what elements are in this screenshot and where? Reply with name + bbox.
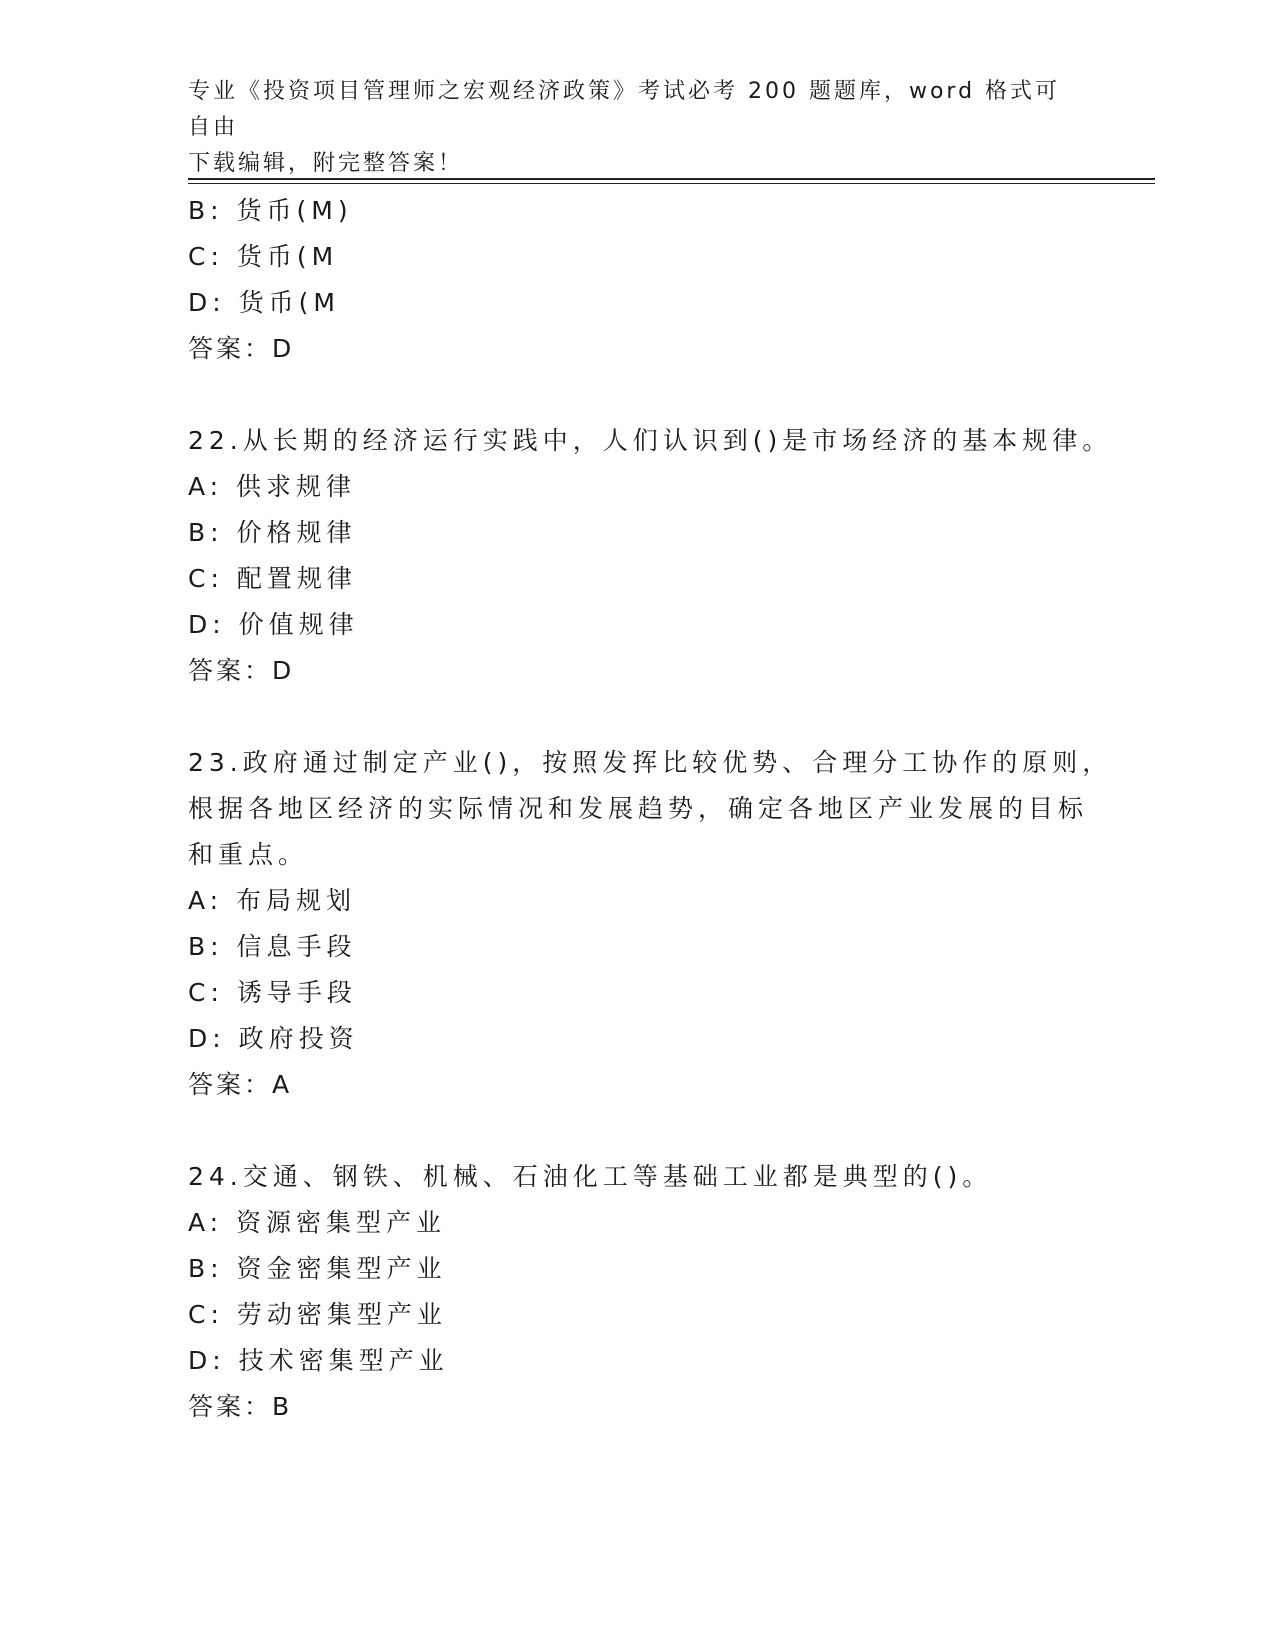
option-a: A: 布局规划 bbox=[188, 886, 357, 915]
option-b: B: 货币(M) bbox=[188, 196, 353, 225]
option-d: D: 价值规律 bbox=[188, 610, 359, 639]
spacer bbox=[188, 694, 1088, 740]
question-text-line-1: 23.政府通过制定产业()，按照发挥比较优势、合理分工协作的原则， bbox=[188, 748, 1113, 777]
option-d: D: 政府投资 bbox=[188, 1024, 359, 1053]
question-text: 22.从长期的经济运行实践中，人们认识到()是市场经济的基本规律。 bbox=[188, 426, 1113, 455]
question-list bbox=[188, 188, 1113, 1430]
option-b: B: 信息手段 bbox=[188, 932, 357, 961]
answer: 答案：D bbox=[188, 656, 295, 685]
header-line-1: 专业《投资项目管理师之宏观经济政策》考试必考 200 题题库，word 格式可自由 bbox=[188, 79, 1061, 140]
question-23 bbox=[188, 740, 1113, 1108]
question-21 bbox=[188, 188, 1088, 372]
option-a: A: 资源密集型产业 bbox=[188, 1208, 447, 1237]
spacer bbox=[188, 372, 1088, 418]
question-24 bbox=[188, 1154, 1088, 1430]
question-22 bbox=[188, 418, 1113, 694]
option-b: B: 价格规律 bbox=[188, 518, 357, 547]
header-divider-thin bbox=[188, 183, 1155, 184]
answer: 答案：B bbox=[188, 1392, 293, 1421]
answer: 答案：A bbox=[188, 1070, 293, 1099]
option-c: C: 货币(M bbox=[188, 242, 339, 271]
header-divider-thick bbox=[188, 178, 1155, 180]
document-header bbox=[188, 74, 1078, 182]
header-line-2: 下载编辑，附完整答案！ bbox=[188, 151, 464, 176]
option-c: C: 劳动密集型产业 bbox=[188, 1300, 447, 1329]
option-b: B: 资金密集型产业 bbox=[188, 1254, 447, 1283]
option-d: D: 货币(M bbox=[188, 288, 340, 317]
question-text: 24.交通、钢铁、机械、石油化工等基础工业都是典型的()。 bbox=[188, 1162, 993, 1191]
spacer bbox=[188, 1108, 1088, 1154]
option-c: C: 诱导手段 bbox=[188, 978, 357, 1007]
answer: 答案：D bbox=[188, 334, 295, 363]
question-text-line-3: 和重点。 bbox=[188, 840, 309, 869]
question-text-line-2: 根据各地区经济的实际情况和发展趋势，确定各地区产业发展的目标 bbox=[188, 794, 1089, 823]
option-a: A: 供求规律 bbox=[188, 472, 357, 501]
option-c: C: 配置规律 bbox=[188, 564, 357, 593]
option-d: D: 技术密集型产业 bbox=[188, 1346, 449, 1375]
